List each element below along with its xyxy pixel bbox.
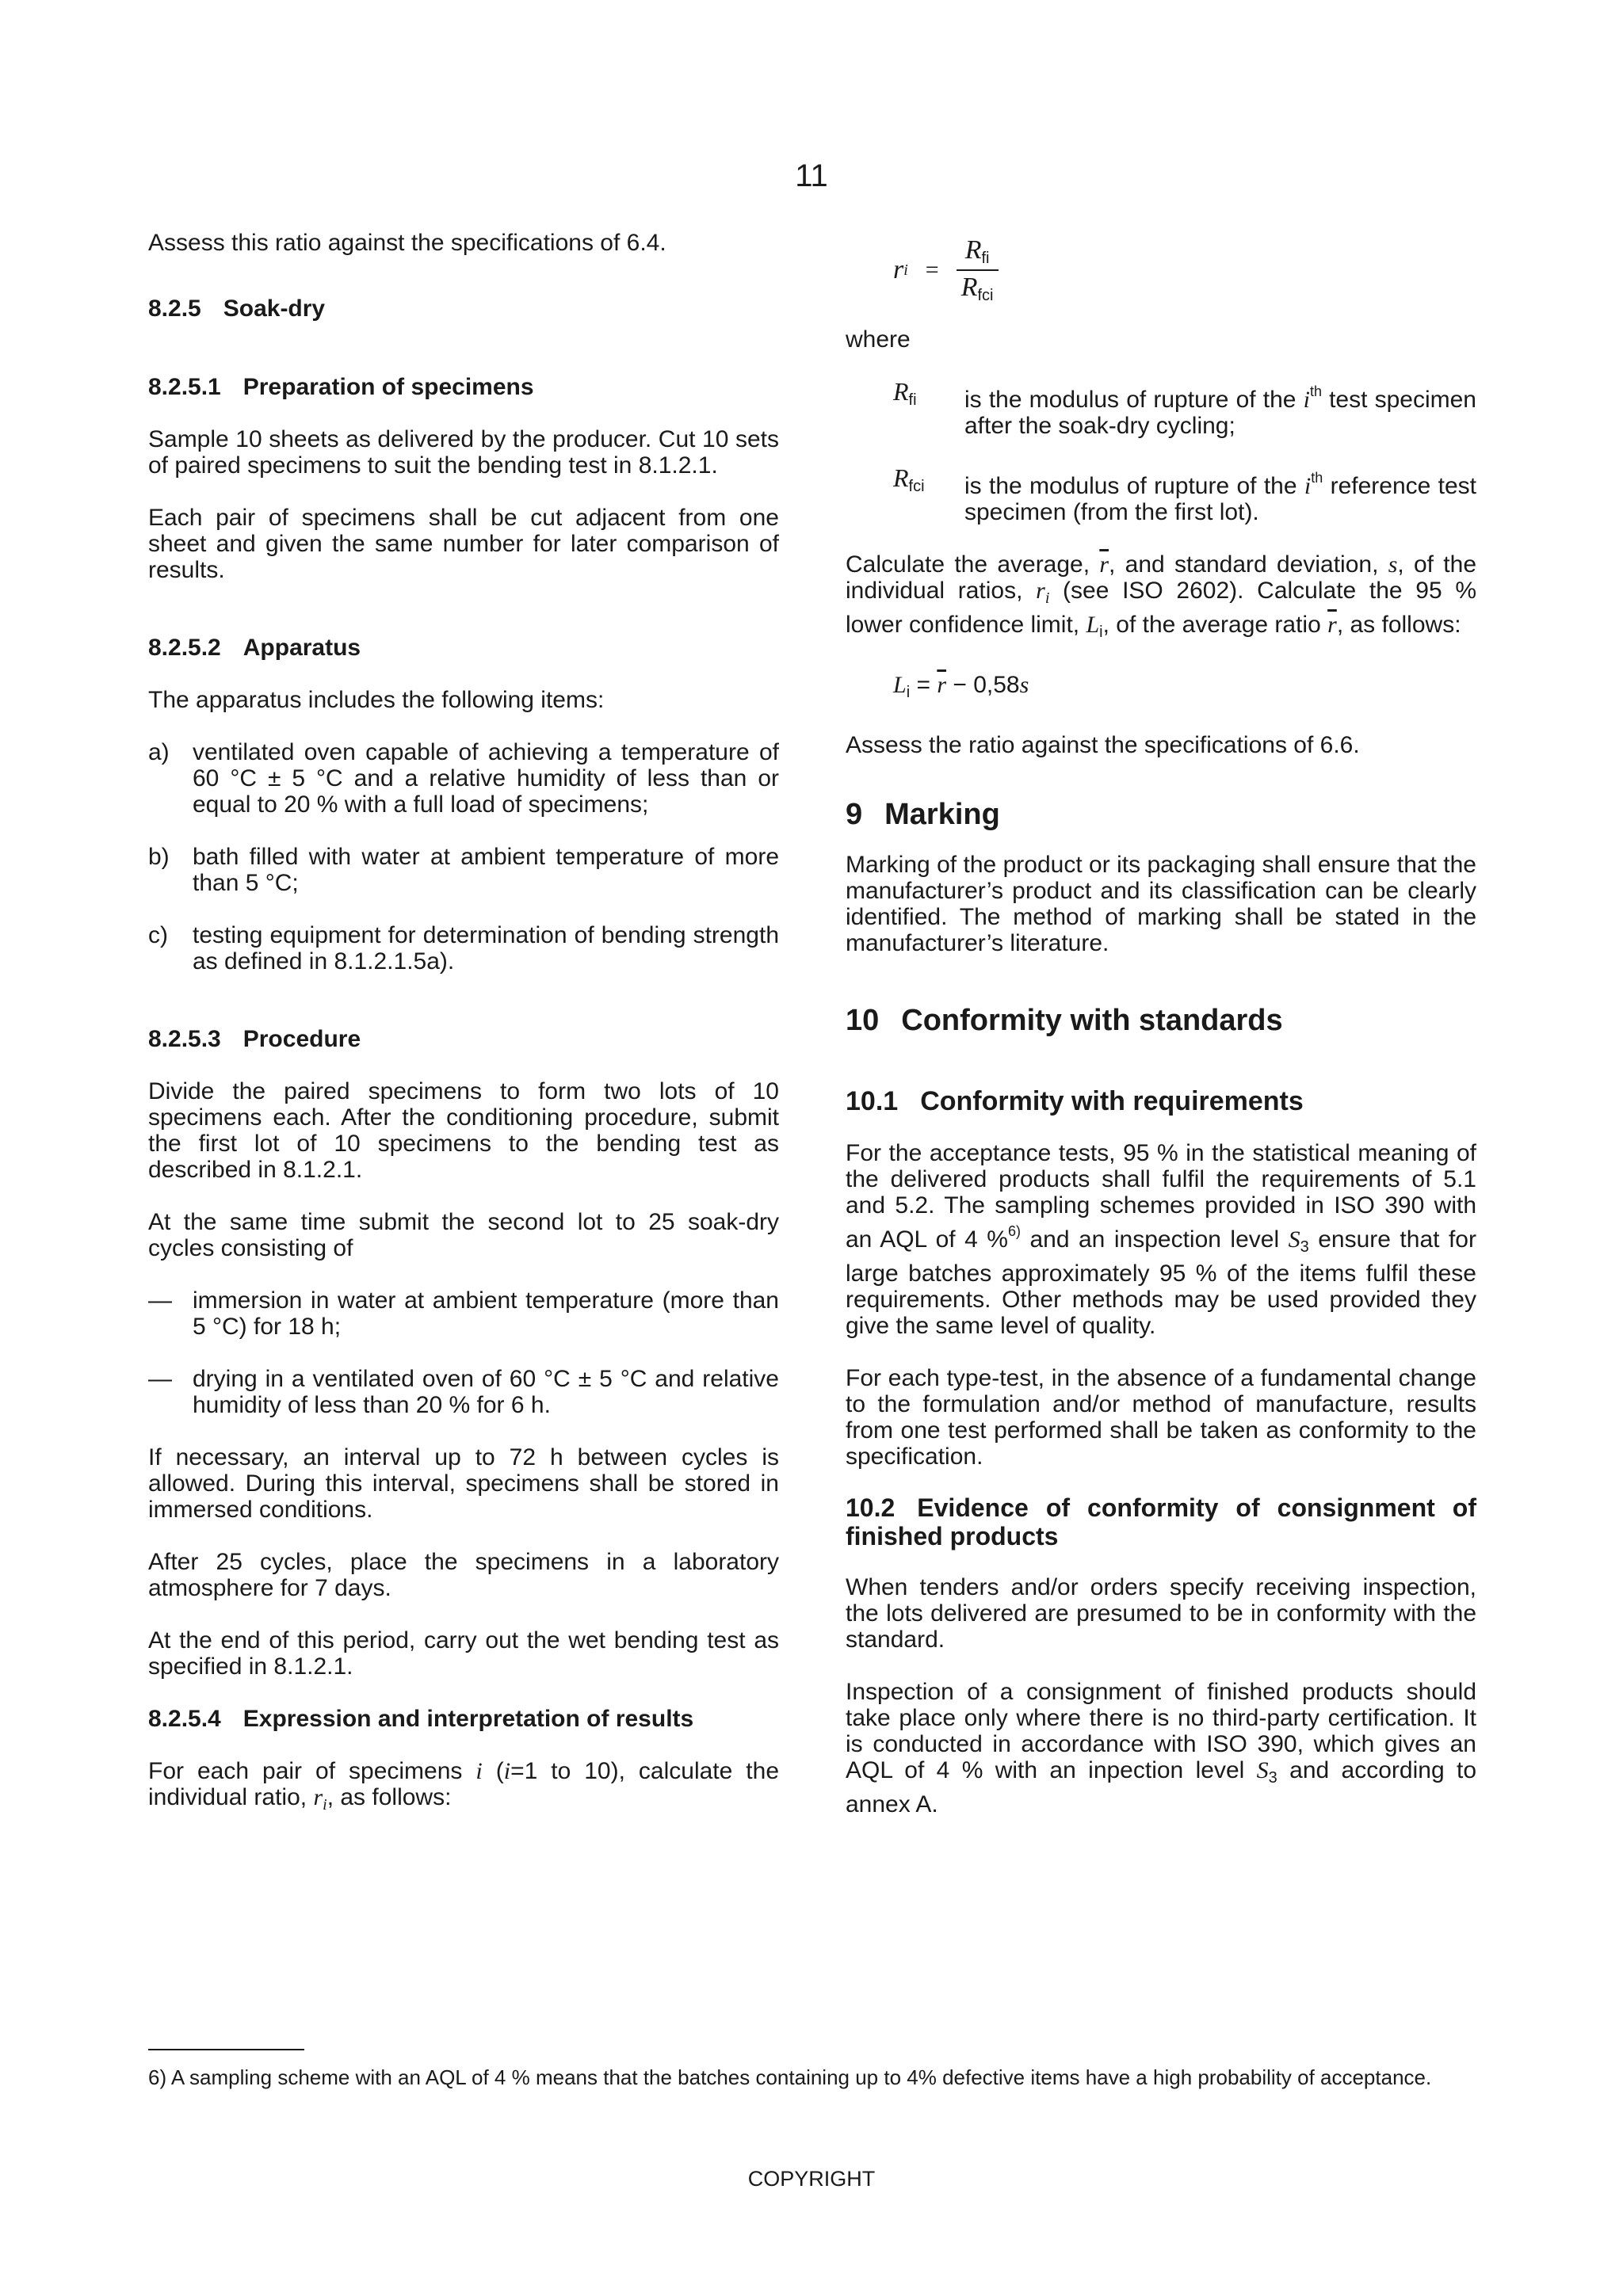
section-heading-8-2-5-1: 8.2.5.1 Preparation of specimens [148, 374, 534, 400]
definition-item: $R_{fi}$ is the modulus of rupture of the $i^{th}$ test specimen after the soak-dry cycling; [893, 377, 1476, 439]
footnote: 6) A sampling scheme with an AQL of 4 % means that the batches containing up to 4% defective items have a high probability of acceptance. [148, 2065, 1432, 2089]
list-item: — drying in a ventilated oven of 60 °C ± 5 °C and relative humidity of less than 20 % for 6 h. [148, 1366, 779, 1418]
section-heading-10: 10 Conformity with standards [846, 1004, 1283, 1037]
list-item: b) bath filled with water at ambient temperature of more than 5 °C; [148, 844, 779, 896]
list-item: — immersion in water at ambient temperature (more than 5 °C) for 18 h; [148, 1287, 779, 1340]
section-heading-8-2-5-2: 8.2.5.2 Apparatus [148, 635, 361, 661]
right-column [846, 230, 1476, 1817]
list-item: c) testing equipment for determination of bending strength as defined in 8.1.2.1.5a). [148, 922, 779, 974]
section-heading-8-2-5-4: 8.2.5.4 Expression and interpretation of results [148, 1706, 694, 1732]
paragraph: Marking of the product or its packaging shall ensure that the manufacturer’s product and its classification can be clearly identified. The method of marking shall be stated in the manufacturer’s literature. [846, 852, 1476, 956]
paragraph-average: Calculate the average, $\overline{r}$, and standard deviation, s, of the individual ratios, $r_i$ (see ISO 2602). Calculate the 95 % lower confidence limit, $L_i$, of the average ratio $\overline{r}$, as follows: [846, 551, 1476, 641]
section-heading-10-1: 10.1 Conformity with requirements [846, 1086, 1304, 1116]
definition-item: $R_{fci}$ is the modulus of rupture of the $i^{th}$ reference test specimen (from the first lot). [893, 463, 1477, 525]
equation-ratio: r i = $\frac{R_{fi}}{R_{fci}}$ [846, 223, 1476, 317]
paragraph: At the same time submit the second lot to 25 soak-dry cycles consisting of [148, 1209, 779, 1261]
paragraph: Assess the ratio against the specifications of 6.6. [846, 732, 1360, 758]
left-column [148, 230, 779, 1818]
paragraph: When tenders and/or orders specify receiving inspection, the lots delivered are presumed to be in conformity with the standard. [846, 1574, 1476, 1653]
paragraph: After 25 cycles, place the specimens in a laboratory atmosphere for 7 days. [148, 1549, 779, 1601]
paragraph: At the end of this period, carry out the wet bending test as specified in 8.1.2.1. [148, 1627, 779, 1680]
paragraph: where [846, 326, 911, 353]
section-heading-9: 9 Marking [846, 798, 1000, 831]
paragraph: For each type-test, in the absence of a fundamental change to the formulation and/or method of manufacture, results from one test performed shall be taken as conformity to the specification. [846, 1365, 1476, 1470]
section-heading-10-2: 10.2 Evidence of conformity of consignment of finished products [846, 1493, 1476, 1550]
paragraph-acceptance: For the acceptance tests, 95 % in the statistical meaning of the delivered products shall fulfil the requirements of 5.1 and 5.2. The sampling schemes provided in ISO 390 with an AQL of 4 %$^{6)}$ and an inspection level $S_3$ ensure that for large batches approximately 95 % of the items fulfil these requirements. Other methods may be used provided they give the same level of quality. [846, 1140, 1476, 1339]
equation-confidence-limit: $L_i = \overline{r} - 0,58s$ [893, 672, 1029, 701]
paragraph: Each pair of specimens shall be cut adjacent from one sheet and given the same number for later comparison of results. [148, 505, 779, 583]
footnote-rule [148, 2049, 304, 2050]
paragraph: Sample 10 sheets as delivered by the producer. Cut 10 sets of paired specimens to suit the bending test in 8.1.2.1. [148, 426, 779, 479]
paragraph-inspection: Inspection of a consignment of finished products should take place only where there is no third-party certification. It is conducted in accordance with ISO 390, which gives an AQL of 4 % with an inpection level $S_3$ and according to annex A. [846, 1679, 1477, 1817]
fraction: $\frac{R_{fi}}{R_{fci}}$ [957, 235, 999, 305]
paragraph-individual-ratio: For each pair of specimens i (i=1 to 10), calculate the individual ratio, $r_i$, as follows: [148, 1758, 780, 1814]
paragraph: The apparatus includes the following items: [148, 687, 605, 713]
paragraph: Assess this ratio against the specifications of 6.4. [148, 230, 666, 256]
section-heading-8-2-5-3: 8.2.5.3 Procedure [148, 1026, 361, 1052]
apparatus-list [148, 739, 779, 974]
list-item: a) ventilated oven capable of achieving a temperature of 60 °C ± 5 °C and a relative humidity of less than or equal to 20 % with a full load of specimens; [148, 739, 779, 818]
page-number: 11 [795, 158, 828, 193]
section-heading-8-2-5: 8.2.5 Soak-dry [148, 296, 326, 322]
copyright-footer: COPYRIGHT [747, 2167, 876, 2191]
paragraph: Divide the paired specimens to form two lots of 10 specimens each. After the conditioning procedure, submit the first lot of 10 specimens to the bending test as described in 8.1.2.1. [148, 1078, 779, 1183]
paragraph: If necessary, an interval up to 72 h between cycles is allowed. During this interval, specimens shall be stored in immersed conditions. [148, 1444, 779, 1523]
cycle-list [148, 1287, 779, 1418]
